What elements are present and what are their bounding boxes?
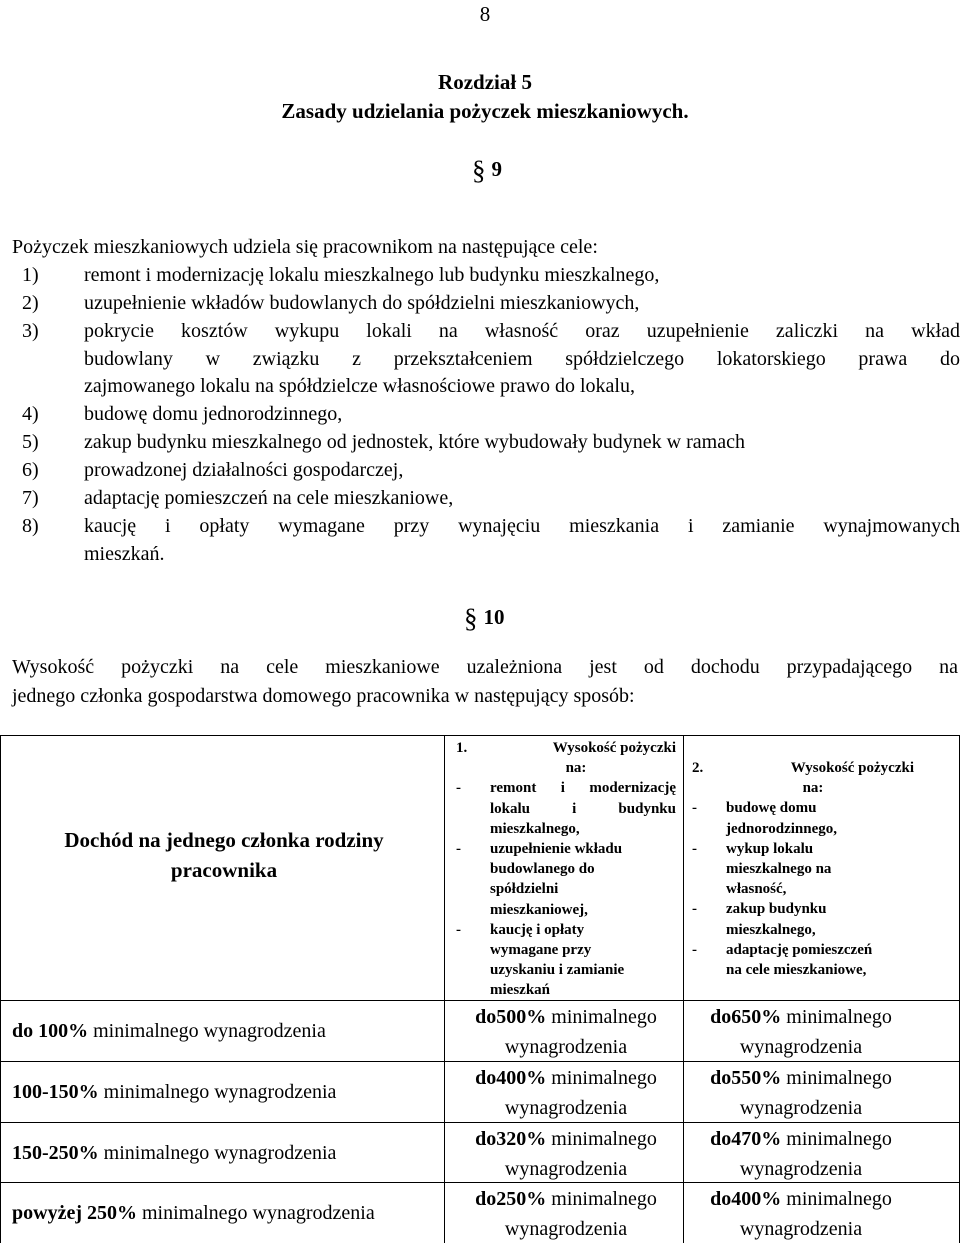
list-number: 2) — [22, 292, 39, 314]
list-number: 8) — [22, 515, 39, 537]
list-number: 6) — [22, 459, 39, 481]
list-text: zakup budynku mieszkalnego od jednostek, które wybudowały budynek w ramach — [84, 431, 745, 453]
section-9-heading — [472, 152, 502, 183]
page-number: 8 — [479, 2, 491, 26]
list-number: 7) — [22, 487, 39, 509]
table-col-divider — [444, 735, 445, 1243]
section-number: 10 — [483, 605, 505, 629]
list-item — [22, 262, 960, 290]
list-item — [22, 429, 960, 457]
section-number: 9 — [491, 157, 502, 181]
table-cell-loan-2: do650% minimalnego wynagrodzenia — [710, 1006, 892, 1058]
purpose-item: - kaucję i opłaty wymagane przy uzyskaniu i zamianie mieszkań — [456, 921, 625, 999]
table-cell-loan-1: do500% minimalnego wynagrodzenia — [475, 1006, 657, 1058]
section-symbol: § — [464, 603, 478, 633]
list-text: budowę domu jednorodzinnego, — [84, 403, 343, 425]
table-cell-loan-2: do550% minimalnego wynagrodzenia — [710, 1067, 892, 1119]
column-number: 1. — [456, 740, 468, 756]
table-cell-income: do 100% minimalnego wynagrodzenia — [12, 1020, 326, 1042]
list-item — [22, 318, 960, 401]
section-9-intro: Pożyczek mieszkaniowych udziela się pracownikom na następujące cele: — [12, 236, 598, 258]
list-text: adaptację pomieszczeń na cele mieszkaniowe, — [84, 487, 454, 509]
table-cell-loan-1: do400% minimalnego wynagrodzenia — [475, 1067, 657, 1119]
column-title: Wysokość pożyczki — [790, 760, 914, 776]
purpose-item: - remont i modernizację lokalu i budynku mieszkalnego, — [456, 780, 676, 837]
column-title-suffix: na: — [565, 760, 587, 777]
purpose-item: - budowę domu jednorodzinnego, — [692, 800, 837, 837]
list-text: kaucję i opłaty wymagane przy wynajęciu mieszkania i zamianie wynajmowanych — [84, 515, 960, 537]
section-symbol: § — [472, 155, 486, 185]
chapter-subtitle: Zasady udzielania pożyczek mieszkaniowych. — [281, 99, 689, 123]
list-item — [22, 457, 960, 485]
table-cell-income: 150-250% minimalnego wynagrodzenia — [12, 1142, 337, 1164]
section-10-heading — [464, 600, 505, 631]
table-cell-loan-2: do400% minimalnego wynagrodzenia — [710, 1188, 892, 1240]
section-10-text-line1: Wysokość pożyczki na cele mieszkaniowe uzależniona jest od dochodu przypadającego na — [12, 656, 958, 678]
section-10-text-line2: jednego członka gospodarstwa domowego pracownika w następujący sposób: — [12, 685, 635, 707]
table-header-income: Dochód na jednego członka rodziny pracownika — [64, 828, 384, 882]
table-cell-loan-1: do320% minimalnego wynagrodzenia — [475, 1128, 657, 1180]
table-cell-loan-2: do470% minimalnego wynagrodzenia — [710, 1128, 892, 1180]
table-header-loan-2 — [692, 758, 914, 980]
column-number: 2. — [692, 760, 704, 776]
purpose-item: - adaptację pomieszczeń na cele mieszkaniowe, — [692, 941, 873, 979]
column-title: Wysokość pożyczki — [552, 740, 676, 756]
table-border-left — [0, 735, 1, 1243]
list-text: zajmowanego lokalu na spółdzielcze własnościowe prawo do lokalu, — [84, 375, 635, 398]
chapter-title: Rozdział 5 — [438, 70, 532, 94]
table-cell-income: 100-150% minimalnego wynagrodzenia — [12, 1081, 337, 1103]
purpose-item: - zakup budynku mieszkalnego, — [692, 901, 827, 938]
list-item — [22, 401, 960, 429]
list-text: prowadzonej działalności gospodarczej, — [84, 459, 404, 481]
list-item — [22, 290, 960, 318]
list-item — [22, 485, 960, 513]
list-text: remont i modernizację lokalu mieszkalnego lub budynku mieszkalnego, — [84, 264, 660, 286]
list-text: budowlany w związku z przekształceniem spółdzielczego lokatorskiego prawa do — [84, 347, 960, 370]
table-cell-loan-1: do250% minimalnego wynagrodzenia — [475, 1188, 657, 1240]
list-number: 4) — [22, 403, 39, 425]
list-text: uzupełnienie wkładów budowlanych do spółdzielni mieszkaniowych, — [84, 292, 640, 314]
list-number: 3) — [22, 320, 39, 342]
list-text: pokrycie kosztów wykupu lokali na własność oraz uzupełnienie zaliczki na wkład — [84, 320, 960, 342]
table-cell-income: powyżej 250% minimalnego wynagrodzenia — [12, 1202, 375, 1224]
table-header-loan-1 — [456, 738, 676, 1001]
list-number: 1) — [22, 264, 39, 286]
purpose-item: - uzupełnienie wkładu budowlanego do spółdzielni mieszkaniowej, — [456, 841, 623, 918]
list-number: 5) — [22, 431, 39, 453]
column-title-suffix: na: — [802, 780, 824, 797]
list-text: mieszkań. — [84, 542, 165, 565]
purpose-item: - wykup lokalu mieszkalnego na własność, — [692, 840, 832, 898]
table-border-top — [0, 735, 960, 736]
list-item — [22, 513, 960, 568]
